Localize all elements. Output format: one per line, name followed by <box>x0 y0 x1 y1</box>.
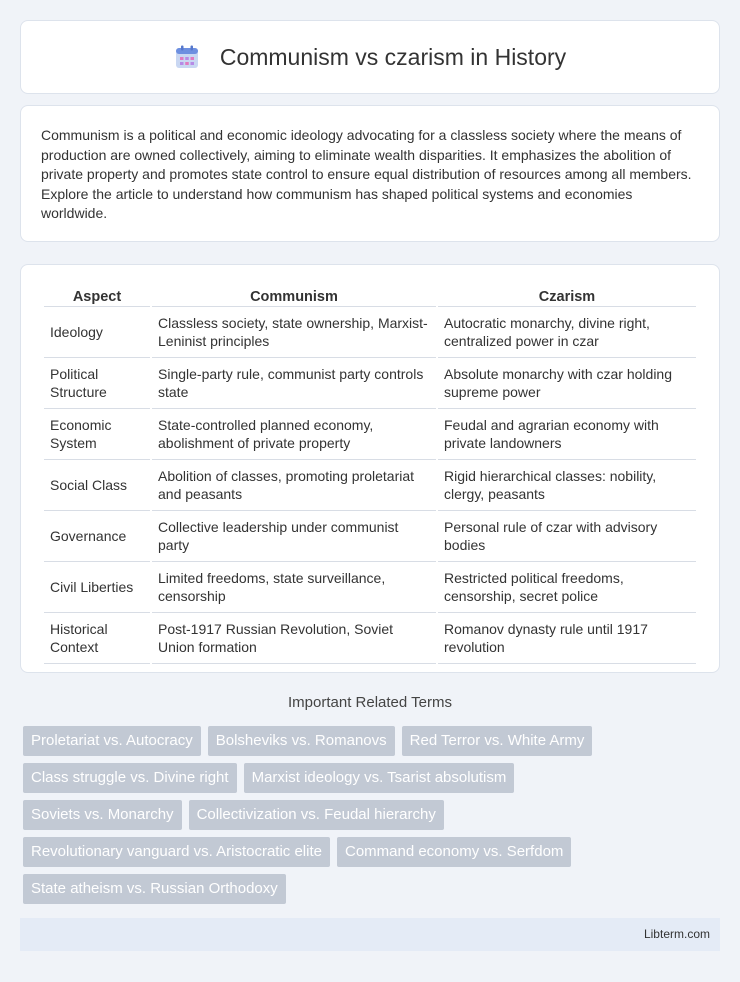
cell-aspect: Governance <box>44 511 150 562</box>
cell-communism: Collective leadership under communist party <box>152 511 436 562</box>
footer-link[interactable]: Libterm.com <box>643 927 710 941</box>
cell-czarism: Rigid hierarchical classes: nobility, clergy, peasants <box>438 460 696 511</box>
term-row <box>23 837 723 867</box>
term-tag[interactable]: State atheism vs. Russian Orthodoxy <box>23 874 286 904</box>
table-row <box>44 358 696 409</box>
term-tag[interactable]: Soviets vs. Monarchy <box>23 800 182 830</box>
table-row <box>44 562 696 613</box>
cell-aspect: Civil Liberties <box>44 562 150 613</box>
intro-text: Communism is a political and economic ideology advocating for a classless society where the means of production are owned collectively, aiming to eliminate wealth disparities. It emphasizes the abolition of private property and promotes state control to ensure equal distribution of resources among all members. Explore the article to understand how communism has shaped political systems and economies worldwide. <box>41 127 692 221</box>
cell-communism: Post-1917 Russian Revolution, Soviet Union formation <box>152 613 436 664</box>
table-row <box>44 409 696 460</box>
cell-aspect: Economic System <box>44 409 150 460</box>
table-row <box>44 511 696 562</box>
cell-czarism: Absolute monarchy with czar holding supreme power <box>438 358 696 409</box>
cell-communism: Abolition of classes, promoting proletariat and peasants <box>152 460 436 511</box>
header-communism: Communism <box>152 285 436 307</box>
cell-communism: Single-party rule, communist party controls state <box>152 358 436 409</box>
footer <box>20 918 720 951</box>
cell-czarism: Autocratic monarchy, divine right, centralized power in czar <box>438 307 696 358</box>
related-terms <box>23 726 723 911</box>
table-row <box>44 460 696 511</box>
term-tag[interactable]: Marxist ideology vs. Tsarist absolutism <box>244 763 515 793</box>
cell-czarism: Romanov dynasty rule until 1917 revolution <box>438 613 696 664</box>
header-card <box>20 20 720 94</box>
table-row <box>44 307 696 358</box>
comparison-card <box>20 264 720 673</box>
term-tag[interactable]: Class struggle vs. Divine right <box>23 763 237 793</box>
term-row <box>23 726 723 756</box>
cell-czarism: Restricted political freedoms, censorship, secret police <box>438 562 696 613</box>
cell-aspect: Political Structure <box>44 358 150 409</box>
related-terms-title: Important Related Terms <box>288 694 452 711</box>
term-row <box>23 800 723 830</box>
term-row <box>23 874 723 904</box>
cell-communism: Limited freedoms, state surveillance, censorship <box>152 562 436 613</box>
cell-czarism: Feudal and agrarian economy with private landowners <box>438 409 696 460</box>
cell-aspect: Historical Context <box>44 613 150 664</box>
term-tag[interactable]: Proletariat vs. Autocracy <box>23 726 201 756</box>
page-title: Communism vs czarism in History <box>219 43 567 70</box>
table-header-row <box>44 285 696 307</box>
term-tag[interactable]: Command economy vs. Serfdom <box>337 837 571 867</box>
cell-aspect: Social Class <box>44 460 150 511</box>
intro-card <box>20 105 720 242</box>
cell-communism: Classless society, state ownership, Marxist-Leninist principles <box>152 307 436 358</box>
cell-czarism: Personal rule of czar with advisory bodies <box>438 511 696 562</box>
term-tag[interactable]: Collectivization vs. Feudal hierarchy <box>189 800 444 830</box>
table-row <box>44 613 696 664</box>
term-tag[interactable]: Red Terror vs. White Army <box>402 726 593 756</box>
term-tag[interactable]: Bolsheviks vs. Romanovs <box>208 726 395 756</box>
calendar-icon <box>174 44 200 70</box>
term-row <box>23 763 723 793</box>
term-tag[interactable]: Revolutionary vanguard vs. Aristocratic elite <box>23 837 330 867</box>
header-aspect: Aspect <box>44 285 150 307</box>
cell-communism: State-controlled planned economy, abolishment of private property <box>152 409 436 460</box>
header-czarism: Czarism <box>438 285 696 307</box>
comparison-table <box>42 285 698 664</box>
cell-aspect: Ideology <box>44 307 150 358</box>
